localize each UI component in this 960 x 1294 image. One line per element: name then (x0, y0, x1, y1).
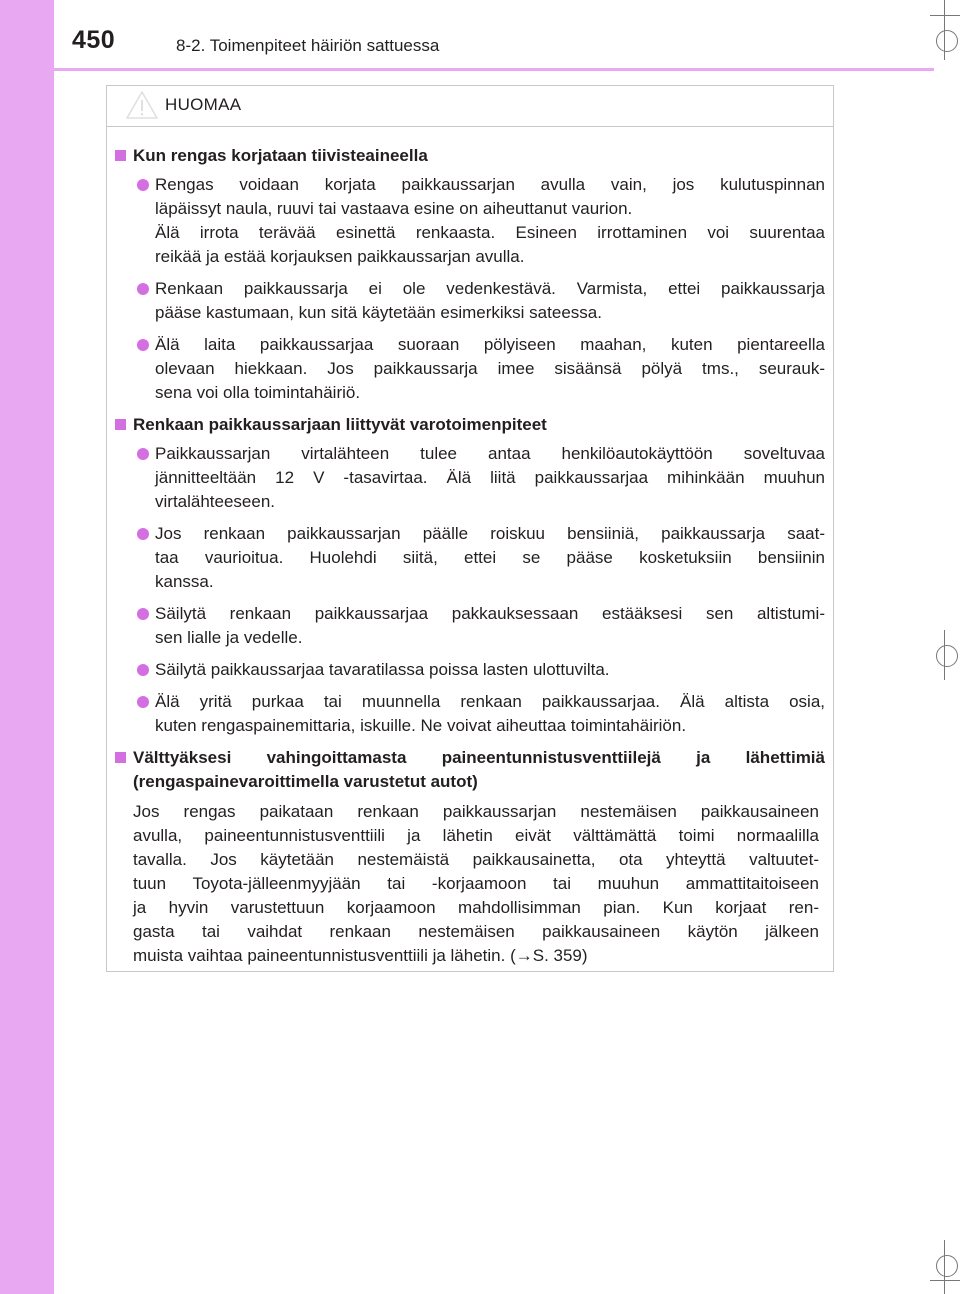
text-line: Jos rengas paikataan renkaan paikkaussarjan nestemäisen paikkausaineen (133, 802, 819, 821)
crop-mark (930, 1280, 960, 1281)
text-line: pääse kastumaan, kun sitä käytetään esimerkiksi sateessa. (155, 303, 602, 322)
section-pressure-sensor-protection (107, 746, 833, 968)
square-bullet-icon (115, 150, 126, 161)
crop-mark (930, 15, 960, 16)
circle-bullet-icon (137, 608, 149, 620)
crop-mark-circle (936, 645, 958, 667)
header-divider (54, 68, 934, 71)
text-line: virtalähteeseen. (155, 492, 276, 511)
list-item (107, 690, 833, 738)
section-heading-text: (rengaspainevaroittimella varustetut autot) (133, 772, 478, 791)
list-item (107, 173, 833, 269)
text-line: avulla, paineentunnistusventtiili ja lähetin eivät välttämättä toimi normaalilla (133, 826, 819, 845)
text-line: Älä laita paikkaussarjaa suoraan pölyiseen maahan, kuten pientareella (155, 335, 825, 354)
section-repair-kit-precautions (107, 413, 833, 738)
list-item (107, 333, 833, 405)
circle-bullet-icon (137, 339, 149, 351)
paragraph (107, 800, 833, 968)
section-heading-text: Välttyäksesi vahingoittamasta paineentunnistusventtiilejä ja lähettimiä (133, 748, 825, 767)
section-heading (107, 144, 833, 168)
text-line: Älä yritä purkaa tai muunnella renkaan paikkaussarjaa. Älä altista osia, (155, 692, 825, 711)
circle-bullet-icon (137, 664, 149, 676)
caution-title: HUOMAA (165, 95, 242, 114)
text-line: Älä irrota terävää esinettä renkaasta. Esineen irrottaminen voi suurentaa (155, 223, 825, 242)
text-line: muista vaihtaa paineentunnistusventtiili ja lähetin. (→S. 359) (133, 946, 588, 965)
circle-bullet-icon (137, 179, 149, 191)
section-heading-text: Renkaan paikkaussarjaan liittyvät varotoimenpiteet (133, 415, 547, 434)
page-number: 450 (72, 26, 116, 54)
text-line: jännitteeltään 12 V -tasavirtaa. Älä liitä paikkaussarjaa mihinkään muuhun (155, 468, 825, 487)
list-item (107, 522, 833, 594)
section-tire-repair-sealant (107, 144, 833, 405)
circle-bullet-icon (137, 528, 149, 540)
list-item (107, 442, 833, 514)
text-line: kuten rengaspainemittaria, iskuille. Ne voivat aiheuttaa toimintahäiriön. (155, 716, 687, 735)
list-item (107, 277, 833, 325)
section-heading (107, 413, 833, 437)
text-line: Rengas voidaan korjata paikkaussarjan avulla vain, jos kulutuspinnan (155, 175, 825, 194)
text-line: olevaan hiekkaan. Jos paikkaussarja imee sisäänsä pölyä tms., seurauk- (155, 359, 825, 378)
text-line: Paikkaussarjan virtalähteen tulee antaa henkilöautokäyttöön soveltuvaa (155, 444, 825, 463)
text-line: gasta tai vaihdat renkaan nestemäisen paikkausaineen käytön jälkeen (133, 922, 819, 941)
text-line: kanssa. (155, 572, 214, 591)
text-line: Säilytä renkaan paikkaussarjaa pakkauksessaan estääksesi sen altistumi- (155, 604, 825, 623)
text-line: tuun Toyota-jälleenmyyjään tai -korjaamoon tai muuhun ammattitaitoiseen (133, 874, 819, 893)
list-item (107, 658, 833, 682)
circle-bullet-icon (137, 283, 149, 295)
section-heading-text: Kun rengas korjataan tiivisteaineella (133, 146, 428, 165)
text-line: tavalla. Jos käytetään nestemäistä paikkausainetta, ota yhteyttä valtuutet- (133, 850, 819, 869)
text-line: reikää ja estää korjauksen paikkaussarjan avulla. (155, 247, 525, 266)
text-line: Renkaan paikkaussarja ei ole vedenkestävä. Varmista, ettei paikkaussarja (155, 279, 825, 298)
text-line: sena voi olla toimintahäiriö. (155, 383, 361, 402)
text-line: taa vaurioitua. Huolehdi siitä, ettei se pääse kosketuksiin bensiinin (155, 548, 825, 567)
text-line: läpäissyt naula, ruuvi tai vastaava esine on aiheuttanut vaurion. (155, 199, 633, 218)
circle-bullet-icon (137, 448, 149, 460)
chapter-title: 8-2. Toimenpiteet häiriön sattuessa (176, 36, 440, 55)
square-bullet-icon (115, 752, 126, 763)
text-line: Jos renkaan paikkaussarjan päälle roiskuu bensiiniä, paikkaussarja saat- (155, 524, 825, 543)
section-heading (107, 746, 833, 794)
caution-box (106, 85, 834, 972)
text-line: ja hyvin varustettuun korjaamoon mahdollisimman pian. Kun korjaat ren- (133, 898, 819, 917)
list-item (107, 602, 833, 650)
page-header (54, 0, 960, 70)
warning-triangle-icon (125, 90, 159, 120)
text-line: sen lialle ja vedelle. (155, 628, 303, 647)
square-bullet-icon (115, 419, 126, 430)
caution-header (107, 86, 833, 127)
circle-bullet-icon (137, 696, 149, 708)
crop-mark-circle (936, 30, 958, 52)
crop-mark-circle (936, 1255, 958, 1277)
text-line: Säilytä paikkaussarjaa tavaratilassa poissa lasten ulottuvilta. (155, 660, 610, 679)
side-color-strip (0, 0, 54, 1294)
caution-body (107, 144, 833, 968)
